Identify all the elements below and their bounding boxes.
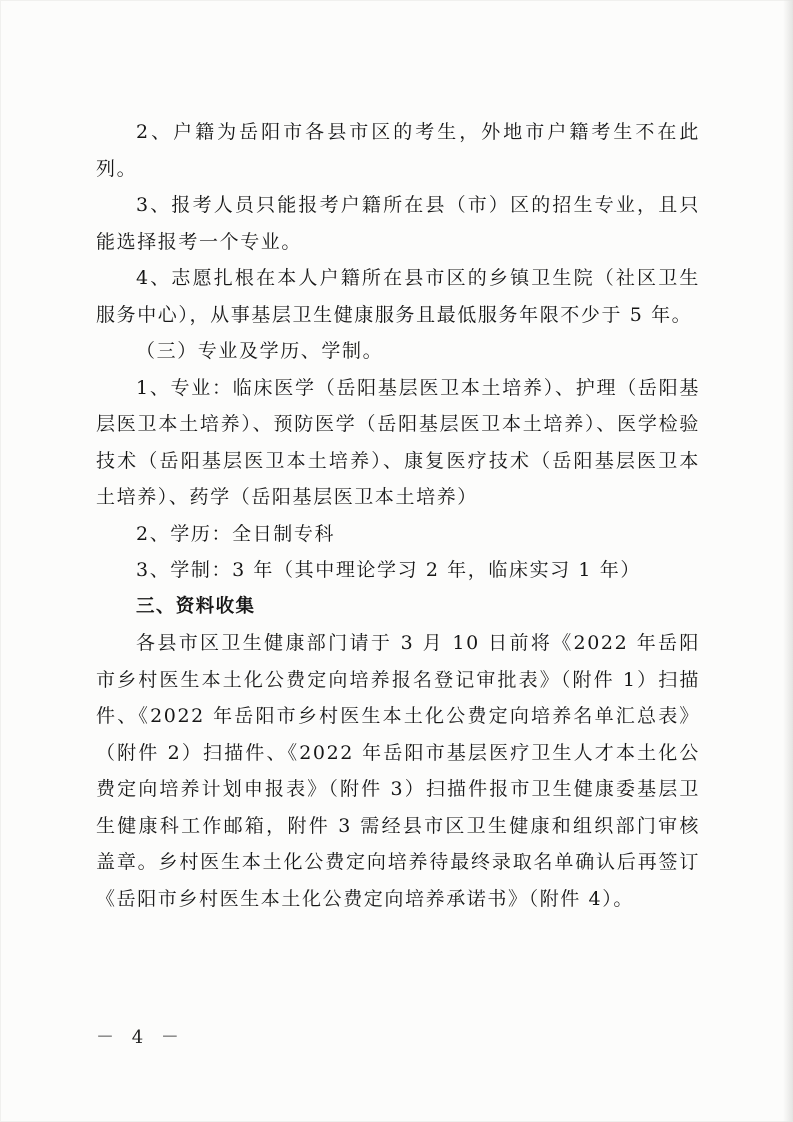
- paragraph-household-registration: 2、户籍为岳阳市各县市区的考生，外地市户籍考生不在此列。: [96, 121, 700, 180]
- page-number: － 4 －: [96, 1027, 185, 1048]
- paragraph-materials-submission: 各县市区卫生健康部门请于 3 月 10 日前将《2022 年岳阳市乡村医生本土化公费定向培养报名登记审批表》（附件 1）扫描件、《2022 年岳阳市乡村医生本土化公费定向培养名单汇总表》（附件 2）扫描件、《2022 年岳阳市基层医疗卫生人才本土化公费定向培养计划申报表》（附件 3）扫描件报市卫生健康委基层卫生健康科工作邮箱，附件 3 需经县市区卫生健康和组织部门审核盖章。乡村医生本土化公费定向培养待最终录取名单确认后再签订《岳阳市乡村医生本土化公费定向培养承诺书》（附件 4）。: [96, 632, 700, 910]
- paragraph-study-duration: 3、学制：3 年（其中理论学习 2 年，临床实习 1 年）: [136, 559, 641, 581]
- subheading-major-education: （三）专业及学历、学制。: [136, 340, 384, 362]
- paragraph-service-commitment: 4、志愿扎根在本人户籍所在县市区的乡镇卫生院（社区卫生服务中心），从事基层卫生健康服务且最低服务年限不少于 5 年。: [96, 267, 700, 326]
- paragraph-education-level: 2、学历：全日制专科: [136, 522, 336, 545]
- document-body: [96, 114, 700, 917]
- paragraph-majors: 1、专业：临床医学（岳阳基层医卫本土培养）、护理（岳阳基层医卫本土培养）、预防医学（岳阳基层医卫本土培养）、医学检验技术（岳阳基层医卫本土培养）、康复医疗技术（岳阳基层医卫本土培养）、药学（岳阳基层医卫本土培养）: [96, 376, 700, 508]
- paragraph-one-major-only: 3、报考人员只能报考户籍所在县（市）区的招生专业，且只能选择报考一个专业。: [96, 194, 700, 253]
- section-heading-materials: 三、资料收集: [136, 595, 256, 617]
- page-edge-shadow: [783, 0, 793, 1122]
